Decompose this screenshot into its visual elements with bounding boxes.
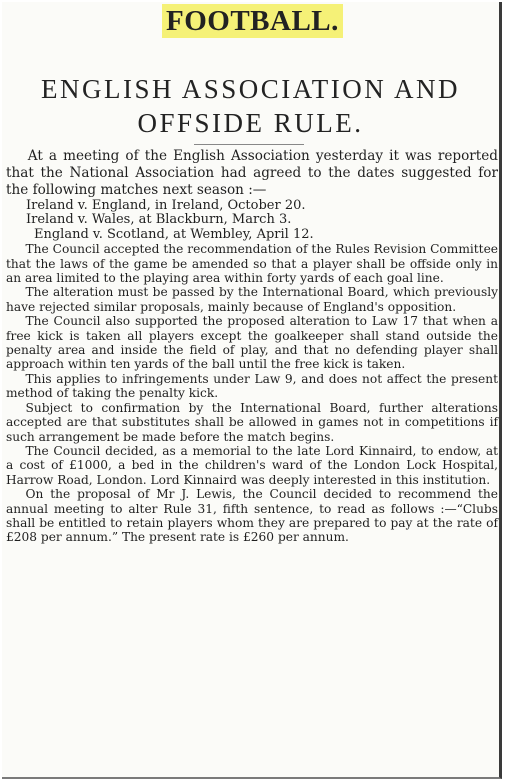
fixture-line: England v. Scotland, at Wembley, April 12. — [34, 226, 314, 242]
fixture-line: Ireland v. England, in Ireland, October 20. — [26, 198, 306, 213]
paragraph: The Council accepted the recommendation of the Rules Revision Committee that the laws of the game be amended so that a player shall be offside only in an area limited to the playing area within forty yards of each goal line. — [6, 242, 498, 286]
headline-line-1: ENGLISH ASSOCIATION AND — [40, 74, 461, 104]
paragraph: On the proposal of Mr J. Lewis, the Council decided to recommend the annual meeting to alter Rule 31, fifth sentence, to read as follows :—“Clubs shall be entitled to retain players whom they are prepared to pay at the rate of £208 per annum.” The present rate is £260 per annum. — [6, 487, 498, 545]
paragraph: The Council decided, as a memorial to the late Lord Kinnaird, to endow, at a cost of £1000, a bed in the children's ward of the London Lock Hospital, Harrow Road, London. Lord Kinnaird was deeply interested in this institution. — [6, 443, 498, 487]
paragraph: The Council also supported the proposed alteration to Law 17 that when a free kick is taken all players except the goalkeeper shall stand outside the penalty area and inside the field of play, and that no defending player shall approach within ten yards of the ball until the free kick is taken. — [6, 314, 498, 372]
paragraph: Subject to confirmation by the International Board, further alterations accepted are that substitutes shall be allowed in games not in competitions if such arrangement be made before the match begins. — [6, 400, 498, 444]
paragraph: The alteration must be passed by the International Board, which previously have rejected similar proposals, mainly because of England's opposition. — [6, 285, 498, 314]
fixture-line: Ireland v. Wales, at Blackburn, March 3. — [26, 212, 292, 228]
paragraph: At a meeting of the English Association yesterday it was reported that the National Association had agreed to the dates suggested for the following matches next season :— — [6, 148, 498, 198]
article-body — [6, 148, 498, 545]
newspaper-clipping — [2, 2, 502, 779]
paragraph: This applies to infringements under Law 9, and does not affect the present method of taking the penalty kick. — [6, 371, 498, 401]
section-title: FOOTBALL. — [162, 4, 343, 38]
headline-line-2: OFFSIDE RULE. — [137, 108, 364, 138]
headline-divider — [194, 144, 304, 145]
